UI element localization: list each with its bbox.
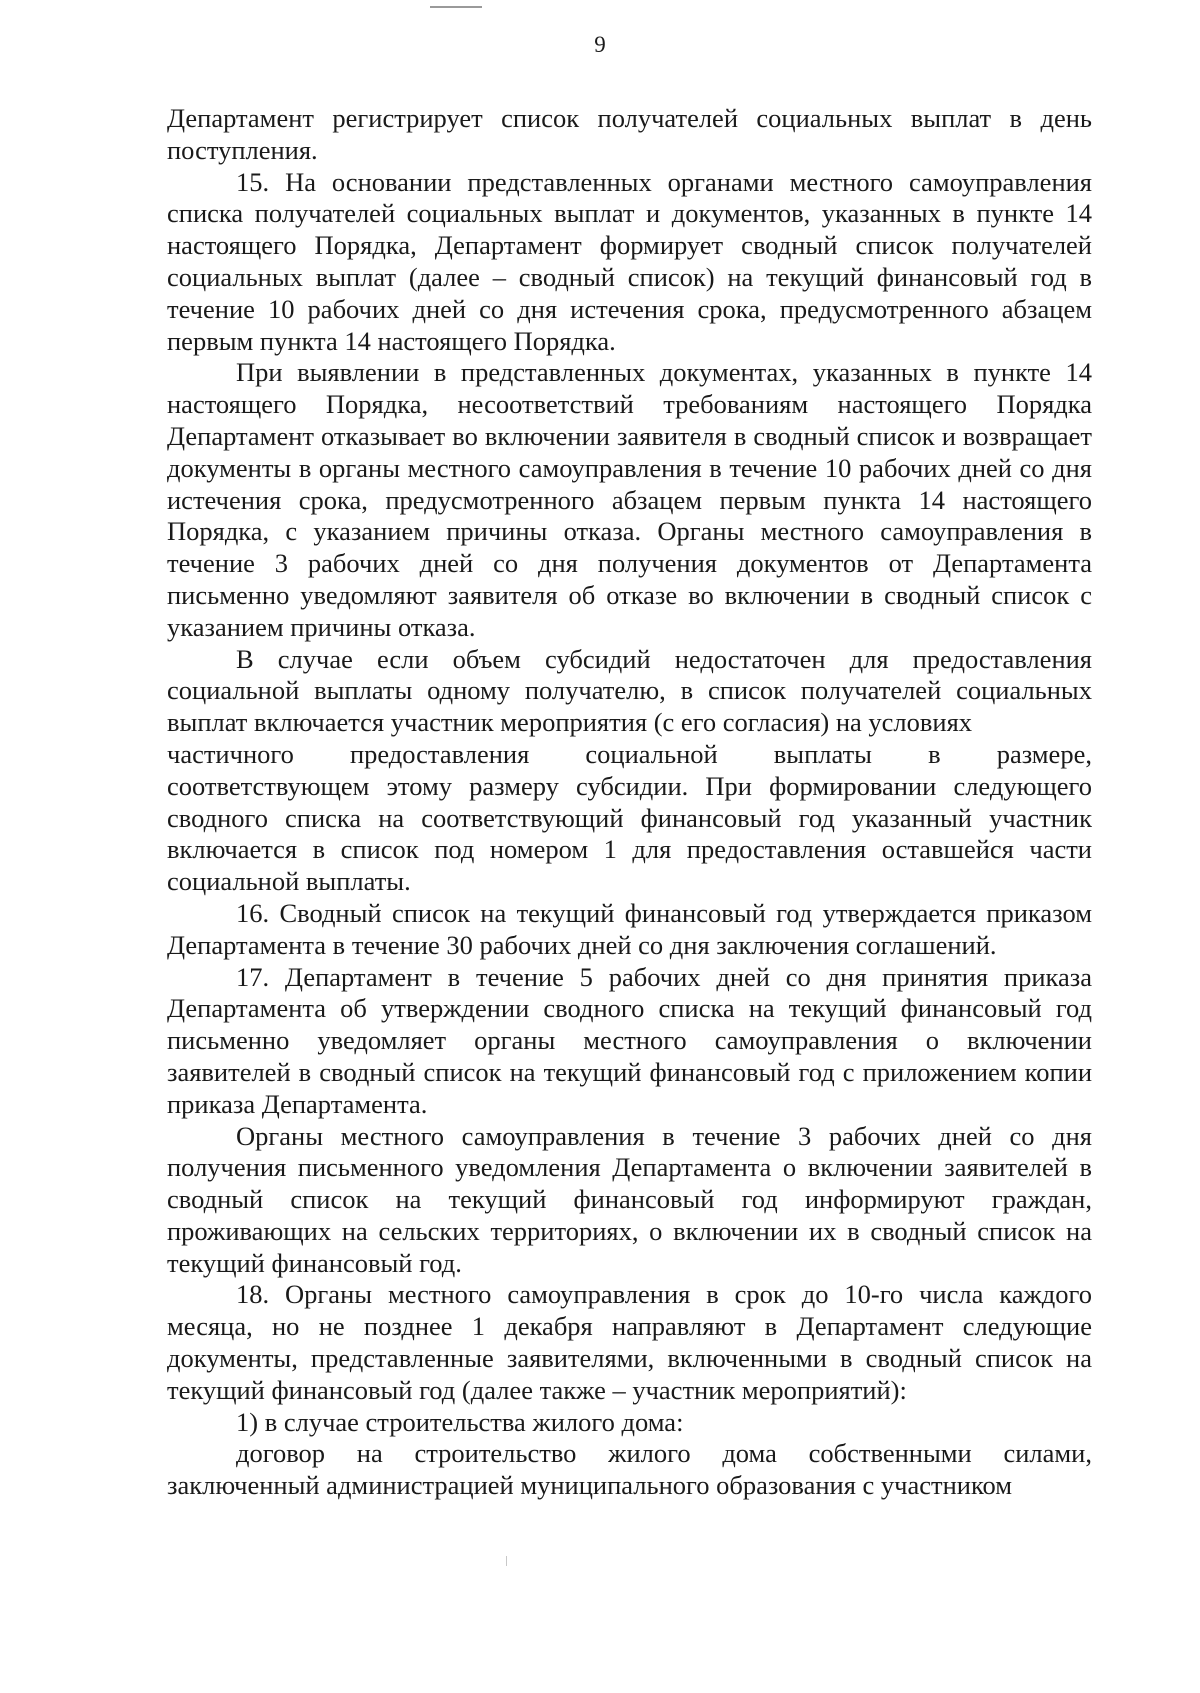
paragraph-subitem-1: 1) в случае строительства жилого дома: <box>236 1406 684 1437</box>
paragraph-construction-contract: договор на строительство жилого дома собственными силами, заключенный администрацией муниципального образования с участником <box>167 1438 1092 1501</box>
scan-artifact-line <box>430 6 482 8</box>
paragraph-registration: Департамент регистрирует список получателей социальных выплат в день поступления. <box>167 103 1092 165</box>
document-body <box>167 103 1092 1502</box>
paragraph-item-18: 18. Органы местного самоуправления в срок до 10-го числа каждого месяца, но не позднее 1 декабря направляют в Департамент следующие документы, представленные заявителями, включенными в сводный список на текущий финансовый год (далее также – участник мероприятий): <box>167 1279 1092 1405</box>
word: выплаты <box>773 738 872 769</box>
word: в <box>928 738 941 769</box>
paragraph-insufficient-subsidy-end: соответствующем этому размеру субсидии. При формировании следующего сводного списка на соответствующий финансовый год указанный участник включается в список под номером 1 для предоставления оставшейся части социальной выплаты. <box>167 770 1092 897</box>
page-number: 9 <box>594 32 606 57</box>
paragraph-insufficient-subsidy-start: В случае если объем субсидий недостаточен для предоставления социальной выплаты одному получателю, в список получателей социальных выплат включается участник мероприятия (с его согласия) на условиях <box>167 643 1092 738</box>
paragraph-item-16: 16. Сводный список на текущий финансовый год утверждается приказом Департамента в течение 30 рабочих дней со дня заключения соглашений. <box>167 897 1092 960</box>
word: частичного <box>167 738 294 769</box>
paragraph-local-authorities-inform: Органы местного самоуправления в течение 3 рабочих дней со дня получения письменного уведомления Департамента о включении заявителей в сводный список на текущий финансовый год информируют граждан, проживающих на сельских территориях, о включении их в сводный список на текущий финансовый год. <box>167 1120 1092 1278</box>
paragraph-item-15: 15. На основании представленных органами местного самоуправления списка получателей социальных выплат и документов, указанных в пункте 14 настоящего Порядка, Департамент формирует сводный список получателей социальных выплат (далее – сводный список) на текущий финансовый год в течение 10 рабочих дней со дня истечения срока, предусмотренного абзацем первым пункта 14 настоящего Порядка. <box>167 166 1092 356</box>
word: предоставления <box>349 738 530 769</box>
paragraph-rejection: При выявлении в представленных документах, указанных в пункте 14 настоящего Порядка, несоответствий требованиям настоящего Порядка Департамент отказывает во включении заявителя в сводный список и возвращает документы в органы местного самоуправления в течение 10 рабочих дней со дня истечения срока, предусмотренного абзацем первым пункта 14 настоящего Порядка, с указанием причины отказа. Органы местного самоуправления в течение 3 рабочих дней со дня получения документов от Департамента письменно уведомляют заявителя об отказе во включении в сводный список с указанием причины отказа. <box>167 357 1092 642</box>
scan-artifact-mark <box>506 1556 507 1566</box>
paragraph-item-17: 17. Департамент в течение 5 рабочих дней со дня принятия приказа Департамента об утверждении сводного списка на текущий финансовый год письменно уведомляет органы местного самоуправления о включении заявителей в сводный список на текущий финансовый год с приложением копии приказа Департамента. <box>167 961 1092 1119</box>
word: размере, <box>996 738 1092 769</box>
word: социальной <box>585 738 718 769</box>
paragraph-insufficient-subsidy <box>167 644 1092 898</box>
justified-line <box>167 739 1092 771</box>
